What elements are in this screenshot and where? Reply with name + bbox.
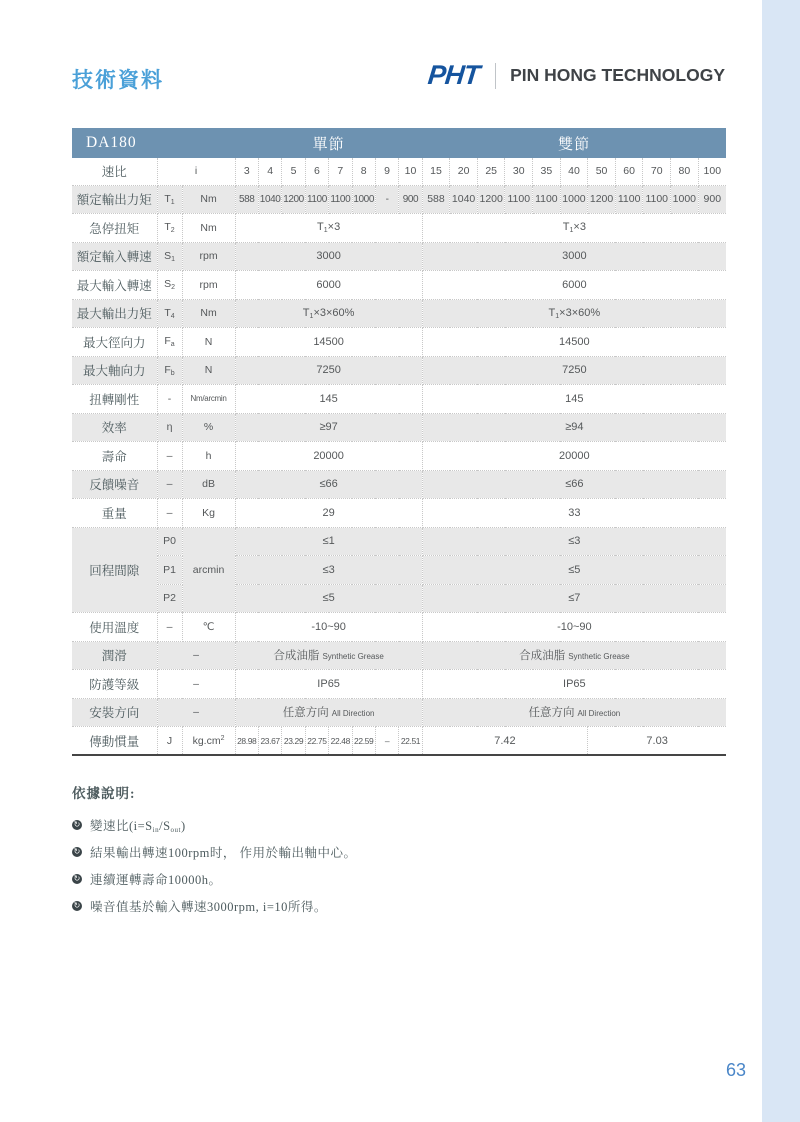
value-cell-double: 145 [422, 385, 726, 414]
value-cell-single: 6000 [235, 271, 422, 300]
row-unit: Nm/arcmin [182, 385, 235, 414]
value-cell-single: 22.75 [305, 727, 328, 756]
value-cell-single: $T_1\times 3$ [235, 214, 422, 243]
value-cell-double: 1000 [671, 185, 699, 214]
value-cell-single: ≤66 [235, 470, 422, 499]
note-item [72, 870, 632, 888]
value-cell-double: 1200 [588, 185, 616, 214]
value-cell-single: 145 [235, 385, 422, 414]
row-symbol: i [157, 158, 235, 185]
ratio-value: 80 [671, 158, 699, 185]
value-cell-double: ≤5 [422, 556, 726, 585]
row-label: 最大軸向力 [72, 356, 157, 385]
row-label: 急停扭矩 [72, 214, 157, 243]
notes-list [72, 816, 632, 915]
ratio-value: 50 [588, 158, 616, 185]
value-cell-double: 1200 [477, 185, 505, 214]
spec-table [72, 128, 726, 756]
logo-name: PIN HONG TECHNOLOGY [510, 65, 725, 85]
value-cell-double: 7.42 [422, 727, 588, 756]
row-unit: rpm [182, 271, 235, 300]
ratio-value: 10 [399, 158, 422, 185]
row-symbol: $T_2$ [157, 214, 182, 243]
value-cell-double: 1000 [560, 185, 588, 214]
table-row [72, 527, 726, 556]
row-label: 使用溫度 [72, 613, 157, 642]
table-row [72, 584, 726, 613]
row-symbol: η [157, 413, 182, 442]
ratio-value: 35 [533, 158, 561, 185]
notes-heading: 依據說明: [72, 786, 136, 801]
value-cell-single: 1000 [352, 185, 375, 214]
value-cell-single: ≤1 [235, 527, 422, 556]
row-label: 傳動慣量 [72, 727, 157, 756]
ratio-value: 40 [560, 158, 588, 185]
value-cell-single: 7250 [235, 356, 422, 385]
row-symbol: P0 [157, 527, 182, 556]
note-text: 結果輸出轉速100rpm时， 作用於輸出軸中心。 [90, 846, 357, 860]
value-cell-double: ≥94 [422, 413, 726, 442]
row-unit: N [182, 328, 235, 357]
row-unit: $kg.cm^2$ [182, 727, 235, 756]
row-label: 反饋噪音 [72, 470, 157, 499]
row-unit: N [182, 356, 235, 385]
rotate-bullet-icon: ↻ [73, 901, 81, 910]
row-symbol: – [157, 470, 182, 499]
table-row [72, 442, 726, 471]
table-row [72, 242, 726, 271]
value-cell-double: $T_1\times 3\times 60\%$ [422, 299, 726, 328]
value-cell-double: 3000 [422, 242, 726, 271]
table-row [72, 328, 726, 357]
value-cell-double: ≤7 [422, 584, 726, 613]
table-row [72, 385, 726, 414]
row-symbol: – [157, 698, 235, 727]
row-symbol: P2 [157, 584, 182, 613]
value-cell-double: 20000 [422, 442, 726, 471]
value-cell-single: 22.59 [352, 727, 375, 756]
value-cell-single: 20000 [235, 442, 422, 471]
note-text: 噪音值基於輸入轉速3000rpm, i=10所得。 [90, 900, 327, 914]
row-symbol: – [157, 641, 235, 670]
value-cell-single: 900 [399, 185, 422, 214]
table-row [72, 556, 726, 585]
row-symbol: $S_2$ [157, 271, 182, 300]
row-label: 壽命 [72, 442, 157, 471]
row-label: 潤滑 [72, 641, 157, 670]
row-unit: Nm [182, 214, 235, 243]
row-label: 重量 [72, 499, 157, 528]
value-cell-single: 合成油脂 Synthetic Grease [235, 641, 422, 670]
value-cell-single: 23.67 [258, 727, 281, 756]
logo [428, 60, 725, 91]
rotate-bullet-icon: ↻ [73, 847, 81, 856]
value-cell-double: 588 [422, 185, 450, 214]
row-label: 額定輸出力矩 [72, 185, 157, 214]
value-cell-single: 14500 [235, 328, 422, 357]
table-row [72, 470, 726, 499]
row-unit: % [182, 413, 235, 442]
table-row [72, 499, 726, 528]
ratio-value: 15 [422, 158, 450, 185]
value-cell-double: 6000 [422, 271, 726, 300]
value-cell-double: 任意方向 All Direction [422, 698, 726, 727]
table-row [72, 299, 726, 328]
row-unit: ℃ [182, 613, 235, 642]
value-cell-double: $T_1\times 3$ [422, 214, 726, 243]
row-symbol: J [157, 727, 182, 756]
row-label: 速比 [72, 158, 157, 185]
value-cell-double: 7.03 [588, 727, 726, 756]
value-cell-single: $T_1\times 3\times 60\%$ [235, 299, 422, 328]
row-unit: rpm [182, 242, 235, 271]
row-symbol: $F_a$ [157, 328, 182, 357]
value-cell-double: 1100 [643, 185, 671, 214]
row-symbol: P1 [157, 556, 182, 585]
rotate-bullet-icon: ↻ [73, 820, 81, 829]
row-label: 防護等級 [72, 670, 157, 699]
row-label: 最大徑向力 [72, 328, 157, 357]
row-symbol: – [157, 442, 182, 471]
group-header-double: 雙節 [422, 128, 726, 158]
value-cell-single: ≥97 [235, 413, 422, 442]
note-item [72, 897, 632, 915]
value-cell-double: 1100 [505, 185, 533, 214]
value-cell-single: 任意方向 All Direction [235, 698, 422, 727]
value-cell-single: 22.51 [399, 727, 422, 756]
ratio-value: 20 [450, 158, 478, 185]
value-cell-single: 29 [235, 499, 422, 528]
value-cell-single: 1100 [329, 185, 352, 214]
value-cell-double: 7250 [422, 356, 726, 385]
value-cell-single: - [375, 185, 398, 214]
row-symbol: $S_1$ [157, 242, 182, 271]
value-cell-double: IP65 [422, 670, 726, 699]
value-cell-double: ≤66 [422, 470, 726, 499]
side-band [762, 0, 800, 1122]
table-row [72, 413, 726, 442]
table-row [72, 158, 726, 185]
row-unit: Nm [182, 299, 235, 328]
value-cell-double: 1040 [450, 185, 478, 214]
row-symbol: – [157, 613, 182, 642]
rotate-bullet-icon: ↻ [73, 874, 81, 883]
value-cell-single: 3000 [235, 242, 422, 271]
spec-table-container [72, 128, 726, 756]
table-row [72, 727, 726, 756]
ratio-value: 9 [375, 158, 398, 185]
ratio-value: 100 [698, 158, 726, 185]
ratio-value: 30 [505, 158, 533, 185]
row-label: 效率 [72, 413, 157, 442]
row-label: 安裝方向 [72, 698, 157, 727]
value-cell-double: -10~90 [422, 613, 726, 642]
logo-abbr: PHT [426, 60, 481, 90]
table-row [72, 613, 726, 642]
value-cell-double: 1100 [615, 185, 643, 214]
table-row [72, 214, 726, 243]
note-item [72, 816, 632, 834]
row-symbol: $T_1$ [157, 185, 182, 214]
ratio-value: 6 [305, 158, 328, 185]
value-cell-single: 1100 [305, 185, 328, 214]
table-row [72, 641, 726, 670]
page-title: 技術資料 [72, 69, 164, 92]
value-cell-single: 1200 [282, 185, 305, 214]
value-cell-double: 合成油脂 Synthetic Grease [422, 641, 726, 670]
row-label: 扭轉剛性 [72, 385, 157, 414]
value-cell-single: 23.29 [282, 727, 305, 756]
value-cell-single: 22.48 [329, 727, 352, 756]
value-cell-double: 900 [698, 185, 726, 214]
table-row [72, 185, 726, 214]
ratio-value: 8 [352, 158, 375, 185]
value-cell-single: ≤3 [235, 556, 422, 585]
value-cell-single: ≤5 [235, 584, 422, 613]
row-unit: dB [182, 470, 235, 499]
row-symbol: – [157, 499, 182, 528]
table-row [72, 271, 726, 300]
row-unit: h [182, 442, 235, 471]
table-row [72, 356, 726, 385]
ratio-value: 25 [477, 158, 505, 185]
value-cell-single: 28.98 [235, 727, 258, 756]
logo-divider [495, 63, 496, 89]
value-cell-single: – [375, 727, 398, 756]
ratio-value: 70 [643, 158, 671, 185]
row-symbol: $T_4$ [157, 299, 182, 328]
ratio-value: 4 [258, 158, 281, 185]
model-name: DA180 [72, 128, 235, 158]
value-cell-double: 14500 [422, 328, 726, 357]
row-symbol: – [157, 670, 235, 699]
ratio-value: 5 [282, 158, 305, 185]
page-number: 63 [726, 1060, 747, 1080]
note-item [72, 843, 632, 861]
value-cell-single: 1040 [258, 185, 281, 214]
ratio-value: 3 [235, 158, 258, 185]
value-cell-double: 33 [422, 499, 726, 528]
note-text: 連續運轉壽命10000h。 [90, 873, 222, 887]
row-label: 最大輸入轉速 [72, 271, 157, 300]
ratio-value: 60 [615, 158, 643, 185]
row-symbol: - [157, 385, 182, 414]
value-cell-single: IP65 [235, 670, 422, 699]
value-cell-single: 588 [235, 185, 258, 214]
row-label: 最大輸出力矩 [72, 299, 157, 328]
row-label: 回程間隙 [72, 527, 157, 613]
row-label: 額定輸入轉速 [72, 242, 157, 271]
ratio-value: 7 [329, 158, 352, 185]
note-text: 變速比$(i=S_{in}/S_{out})$ [90, 819, 186, 834]
group-header-single: 單節 [235, 128, 422, 158]
table-row [72, 698, 726, 727]
table-row [72, 670, 726, 699]
row-symbol: $F_b$ [157, 356, 182, 385]
value-cell-double: ≤3 [422, 527, 726, 556]
value-cell-double: 1100 [533, 185, 561, 214]
row-unit: Kg [182, 499, 235, 528]
value-cell-single: -10~90 [235, 613, 422, 642]
row-unit: Nm [182, 185, 235, 214]
notes-section [72, 782, 632, 924]
row-unit: arcmin [182, 527, 235, 613]
table-header-row [72, 128, 726, 158]
